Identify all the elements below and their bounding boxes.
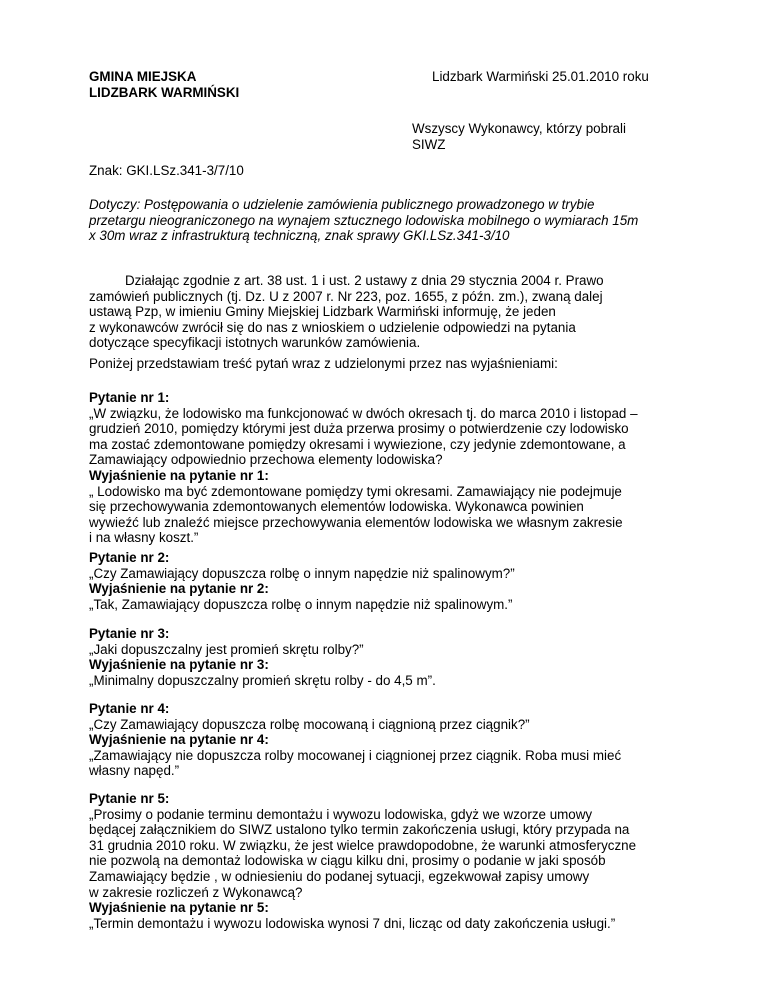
intro-line bbox=[89, 335, 679, 351]
reference-number: Znak: GKI.LSz.341-3/7/10 bbox=[89, 163, 244, 178]
question-line: będącej załącznikiem do SIWZ ustalono tylko termin zakończenia usługi, który przypada na bbox=[89, 822, 630, 838]
qa-item-3 bbox=[89, 626, 689, 688]
question-line: 31 grudnia 2010 roku. W związku, że jest wielce prawdopodobne, że warunki atmosferyczne bbox=[89, 837, 637, 853]
answer-title: Wyjaśnienie na pytanie nr 3: bbox=[89, 657, 269, 673]
subject-line: przetargu nieograniczonego na wynajem sztucznego lodowiska mobilnego o wymiarach 15m bbox=[89, 212, 639, 228]
intro-line bbox=[89, 273, 679, 289]
lead-sentence: Poniżej przedstawiam treść pytań wraz z udzielonymi przez nas wyjaśnieniami: bbox=[89, 356, 558, 371]
answer-title: Wyjaśnienie na pytanie nr 4: bbox=[89, 732, 269, 748]
answer-line: i na własny koszt.” bbox=[89, 530, 199, 546]
answer-line: wywieźć lub znaleźć miejsce przechowywania elementów lodowiska we własnym zakresie bbox=[89, 514, 623, 530]
sender-block bbox=[89, 69, 239, 100]
question-line: „Prosimy o podanie terminu demontażu i wywozu lodowiska, gdyż we wzorze umowy bbox=[89, 806, 593, 822]
recipient-line: SIWZ bbox=[412, 136, 446, 152]
question-line: ma zostać zdemontowane pomiędzy okresami i wywiezione, czy jedynie zdemontowane, a bbox=[89, 436, 626, 452]
answer-title: Wyjaśnienie na pytanie nr 5: bbox=[89, 900, 269, 916]
qa-item-5 bbox=[89, 791, 689, 931]
intro-text: zamówień publicznych (tj. Dz. U z 2007 r. Nr 223, poz. 1655, z późn. zm.), zwaną dalej bbox=[89, 288, 603, 304]
intro-line bbox=[89, 289, 679, 305]
intro-text: Działając zgodnie z art. 38 ust. 1 i ust. 2 ustawy z dnia 29 stycznia 2004 r. Prawo bbox=[125, 273, 604, 288]
recipient-line: Wszyscy Wykonawcy, którzy pobrali bbox=[412, 121, 626, 136]
question-line: w zakresie rozliczeń z Wykonawcą? bbox=[89, 884, 303, 900]
qa-item-1 bbox=[89, 390, 689, 546]
subject-line: x 30m wraz z infrastrukturą techniczną, znak sprawy GKI.LSz.341-3/10 bbox=[89, 228, 510, 244]
intro-line bbox=[89, 320, 679, 336]
answer-line: własny napęd.” bbox=[89, 763, 180, 779]
question-line: „Czy Zamawiający dopuszcza rolbę mocowaną i ciągnioną przez ciągnik?” bbox=[89, 716, 530, 732]
question-line: nie pozwolą na demontaż lodowiska w ciągu kilku dni, prosimy o podanie w jaki sposób bbox=[89, 853, 606, 869]
answer-line: „Termin demontażu i wywozu lodowiska wynosi 7 dni, licząc od daty zakończenia usługi.” bbox=[89, 915, 616, 931]
answer-line: „ Lodowisko ma być zdemontowane pomiędzy tymi okresami. Zamawiający nie podejmuje bbox=[89, 483, 622, 499]
question-line: Zamawiający będzie , w odniesieniu do podanej sytuacji, egzekwował zapisy umowy bbox=[89, 868, 590, 884]
question-line: „Jaki dopuszczalny jest promień skrętu rolby?” bbox=[89, 641, 364, 657]
answer-line: „Minimalny dopuszczalny promień skrętu rolby - do 4,5 m”. bbox=[89, 672, 436, 688]
subject-line: Dotyczy: Postępowania o udzielenie zamówienia publicznego prowadzonego w trybie bbox=[89, 197, 595, 212]
answer-title: Wyjaśnienie na pytanie nr 2: bbox=[89, 581, 269, 597]
question-line: „W związku, że lodowisko ma funkcjonować w dwóch okresach tj. do marca 2010 i listopad – bbox=[89, 405, 638, 421]
answer-line: się przechowywania zdemontowanych elementów lodowiska. Wykonawca powinien bbox=[89, 499, 584, 515]
subject-block bbox=[89, 197, 689, 244]
question-title: Pytanie nr 3: bbox=[89, 626, 170, 641]
qa-item-2 bbox=[89, 550, 689, 612]
question-line: „Czy Zamawiający dopuszcza rolbę o innym napędzie niż spalinowym?” bbox=[89, 565, 515, 581]
intro-paragraph bbox=[89, 273, 679, 351]
intro-text: ustawą Pzp, w imieniu Gminy Miejskiej Lidzbark Warmiński informuję, że jeden bbox=[89, 304, 556, 320]
recipient-block bbox=[412, 121, 672, 152]
question-line: Zamawiający odpowiednio przechowa elementy lodowiska? bbox=[89, 452, 443, 468]
sender-name: GMINA MIEJSKA bbox=[89, 69, 197, 84]
question-title: Pytanie nr 2: bbox=[89, 550, 170, 565]
qa-item-4 bbox=[89, 701, 689, 779]
question-line: grudzień 2010, pomiędzy którymi jest duża przerwa prosimy o potwierdzenie czy lodowisko bbox=[89, 421, 629, 437]
answer-line: „Tak, Zamawiający dopuszcza rolbę o innym napędzie niż spalinowym.” bbox=[89, 596, 513, 612]
intro-line bbox=[89, 304, 679, 320]
answer-title: Wyjaśnienie na pytanie nr 1: bbox=[89, 467, 269, 483]
intro-text: z wykonawców zwrócił się do nas z wnioskiem o udzielenie odpowiedzi na pytania bbox=[89, 319, 576, 335]
question-title: Pytanie nr 1: bbox=[89, 390, 170, 405]
sender-city: LIDZBARK WARMIŃSKI bbox=[89, 84, 240, 100]
answer-line: „Zamawiający nie dopuszcza rolby mocowanej i ciągnionej przez ciągnik. Roba musi mieć bbox=[89, 747, 622, 763]
letter-date: Lidzbark Warmiński 25.01.2010 roku bbox=[432, 69, 649, 84]
question-title: Pytanie nr 5: bbox=[89, 791, 170, 806]
intro-text: dotyczące specyfikacji istotnych warunków zamówienia. bbox=[89, 335, 421, 351]
question-title: Pytanie nr 4: bbox=[89, 701, 170, 716]
